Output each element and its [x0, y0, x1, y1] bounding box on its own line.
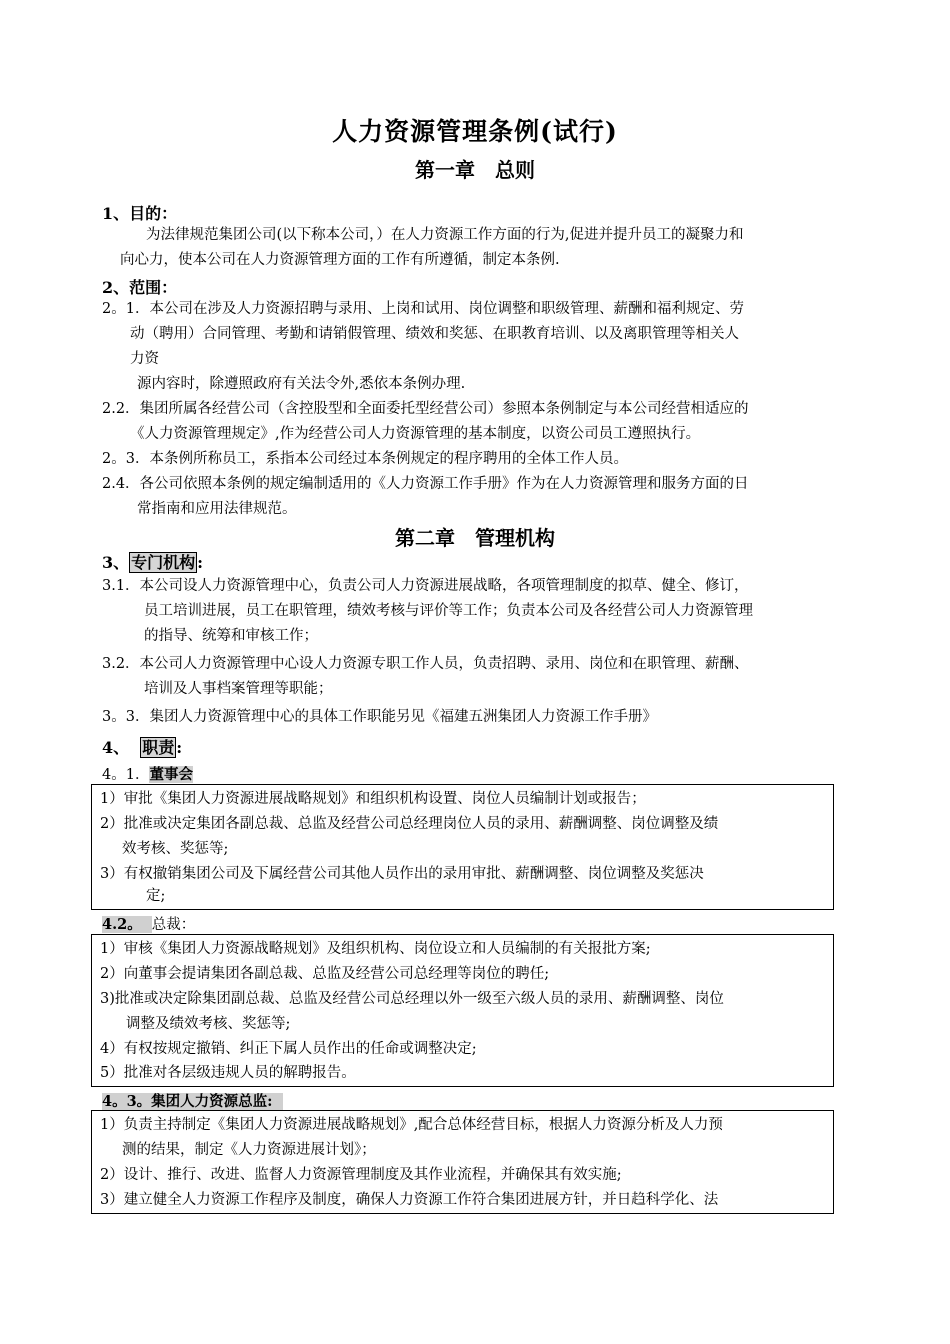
subsection-4-2-label [102, 913, 195, 934]
subsection-4-1-label [102, 763, 193, 784]
duty-item: 2）批准或决定集团各副总裁、总监及经营公司总经理岗位人员的录用、薪酬调整、岗位调整及绩 [100, 816, 719, 832]
section-3-line: 的指导、统筹和审核工作； [144, 628, 318, 644]
section-2-heading: 2、范围： [102, 278, 178, 297]
duty-item: 1）审核《集团人力资源战略规划》及组织机构、岗位设立和人员编制的有关报批方案; [100, 941, 651, 957]
duty-item: 定; [146, 888, 166, 904]
duty-item: 3)批准或决定除集团副总裁、总监及经营公司总经理以外一级至六级人员的录用、薪酬调整、岗位 [100, 991, 724, 1007]
subsection-4-3-label [102, 1090, 283, 1111]
section-2-line: 动（聘用）合同管理、考勤和请销假管理、绩效和奖惩、在职教育培训、以及离职管理等相关人 [130, 326, 739, 342]
subsection-4-3-title: 4。3。集团人力资源总监: [102, 1093, 283, 1110]
section-3-line: 3。3．集团人力资源管理中心的具体工作职能另见《福建五洲集团人力资源工作手册》 [102, 709, 657, 725]
hr-director-duties-box [91, 1110, 834, 1214]
section-4-title: 职责 [142, 738, 175, 757]
section-2-line: 2。1．本公司在涉及人力资源招聘与录用、上岗和试用、岗位调整和职级管理、薪酬和福利规定、劳 [102, 301, 744, 317]
chapter-1-heading: 第一章 总则 [415, 158, 535, 182]
section-2-line: 力资 [130, 351, 159, 367]
duty-item: 2）向董事会提请集团各副总裁、总监及经营公司总经理等岗位的聘任; [100, 966, 550, 982]
document-title: 人力资源管理条例(试行) [332, 117, 618, 146]
duty-item: 1）审批《集团人力资源进展战略规划》和组织机构设置、岗位人员编制计划或报告； [100, 791, 646, 807]
section-4-colon: : [176, 738, 183, 757]
subsection-4-1-number: 4。1． [102, 767, 150, 783]
duty-item: 调整及绩效考核、奖惩等; [126, 1016, 291, 1032]
subsection-4-2-title: 总裁： [151, 917, 196, 933]
section-3-line: 员工培训进展，员工在职管理，绩效考核与评价等工作；负责本公司及各经营公司人力资源管理 [144, 603, 753, 619]
section-3-heading [102, 550, 203, 573]
subsection-4-2-number: 4.2。 [102, 916, 152, 933]
section-3-number: 3、 [102, 553, 130, 572]
section-2-line: 源内容时，除遵照政府有关法令外,悉依本条例办理. [137, 376, 466, 392]
section-3-title: 专门机构 [131, 553, 196, 572]
section-1-heading: 1、目的： [102, 204, 178, 223]
board-duties-box [91, 784, 834, 910]
duty-item: 3）有权撤销集团公司及下属经营公司其他人员作出的录用审批、薪酬调整、岗位调整及奖惩决 [100, 866, 704, 882]
section-3-line: 培训及人事档案管理等职能； [144, 681, 333, 697]
section-2-line: 2.4．各公司依照本条例的规定编制适用的《人力资源工作手册》作为在人力资源管理和服务方面的日 [102, 476, 749, 492]
section-3-line: 3.1．本公司设人力资源管理中心，负责公司人力资源进展战略，各项管理制度的拟草、健全、修订， [102, 578, 749, 594]
duty-item: 1）负责主持制定《集团人力资源进展战略规划》,配合总体经营目标，根据人力资源分析及人力预 [100, 1117, 723, 1133]
president-duties-box [91, 934, 834, 1087]
section-2-line: 《人力资源管理规定》,作为经营公司人力资源管理的基本制度，以资公司员工遵照执行。 [130, 426, 701, 442]
section-4-heading [102, 735, 182, 758]
duty-item: 5）批准对各层级违规人员的解聘报告。 [100, 1065, 356, 1081]
duty-item: 效考核、奖惩等; [122, 841, 229, 857]
chapter-2-heading: 第二章 管理机构 [395, 526, 555, 550]
duty-item: 2）设计、推行、改进、监督人力资源管理制度及其作业流程，并确保其有效实施; [100, 1167, 622, 1183]
duty-item: 测的结果，制定《人力资源进展计划》； [122, 1142, 376, 1158]
section-1-line: 向心力，使本公司在人力资源管理方面的工作有所遵循，制定本条例. [120, 252, 560, 268]
section-2-line: 常指南和应用法律规范。 [137, 501, 297, 517]
duty-item: 4）有权按规定撤销、纠正下属人员作出的任命或调整决定; [100, 1041, 477, 1057]
section-2-line: 2。3．本条例所称员工，系指本公司经过本条例规定的程序聘用的全体工作人员。 [102, 451, 628, 467]
subsection-4-1-title: 董事会 [149, 766, 193, 783]
duty-item: 3）建立健全人力资源工作程序及制度，确保人力资源工作符合集团进展方针，并日趋科学化、法 [100, 1192, 719, 1208]
section-3-colon: : [197, 553, 204, 572]
section-4-number: 4、 [102, 738, 130, 757]
section-3-line: 3.2．本公司人力资源管理中心设人力资源专职工作人员，负责招聘、录用、岗位和在职管理、薪酬、 [102, 656, 749, 672]
section-2-line: 2.2．集团所属各经营公司（含控股型和全面委托型经营公司）参照本条例制定与本公司经营相适应的 [102, 401, 749, 417]
section-1-line: 为法律规范集团公司(以下称本公司，）在人力资源工作方面的行为,促进并提升员工的凝聚力和 [146, 227, 744, 243]
